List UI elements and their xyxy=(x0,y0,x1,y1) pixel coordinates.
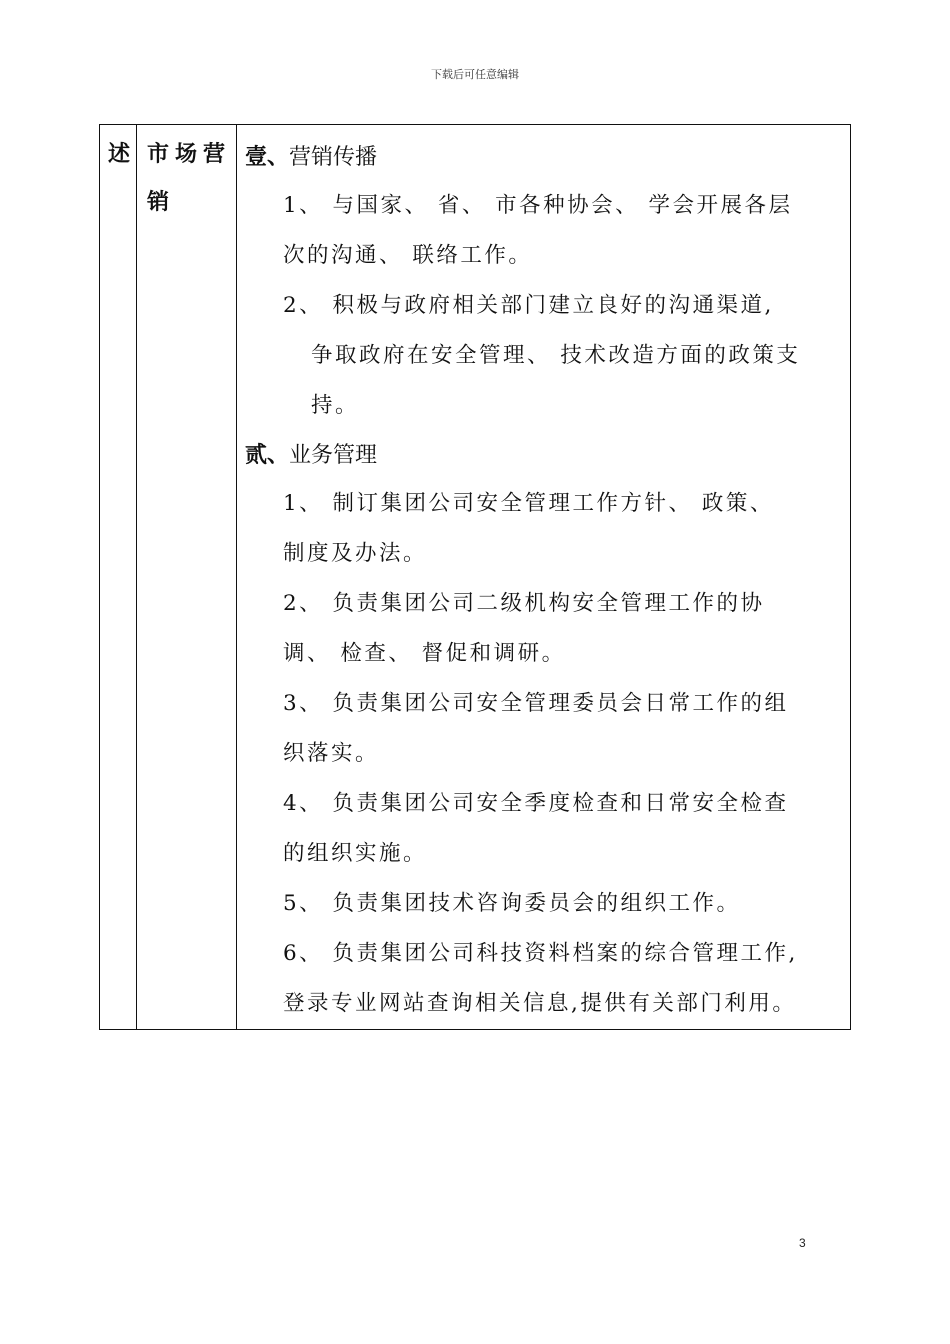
page-number: 3 xyxy=(799,1236,806,1250)
content-line: 2、 负责集团公司二级机构安全管理工作的协 xyxy=(283,591,765,616)
content-line: 调、 检查、 督促和调研。 xyxy=(283,641,566,666)
table-cell-side xyxy=(100,125,137,1030)
section-heading xyxy=(245,431,846,479)
category-label: 市场营销 xyxy=(147,141,232,215)
content-line: 制度及办法。 xyxy=(283,541,428,566)
responsibility-table xyxy=(99,124,851,1030)
content-line: 2、 积极与政府相关部门建立良好的沟通渠道, xyxy=(283,293,774,318)
table-cell-content xyxy=(237,125,851,1030)
content-line: 5、 负责集团技术咨询委员会的组织工作。 xyxy=(283,891,741,916)
content-line: 6、 负责集团公司科技资料档案的综合管理工作, xyxy=(283,941,798,966)
content-line: 3、 负责集团公司安全管理委员会日常工作的组 xyxy=(283,691,789,716)
header-note: 下载后可任意编辑 xyxy=(431,68,519,81)
content-line: 1、 制订集团公司安全管理工作方针、 政策、 xyxy=(283,491,774,516)
content-line: 4、 负责集团公司安全季度检查和日常安全检查 xyxy=(283,791,789,816)
section-title: 营销传播 xyxy=(289,145,378,170)
content-line: 1、 与国家、 省、 市各种协会、 学会开展各层 xyxy=(283,193,793,218)
side-label: 述 xyxy=(108,141,131,167)
table-row xyxy=(100,125,851,1030)
section-heading xyxy=(245,133,846,181)
content-line: 的组织实施。 xyxy=(283,841,428,866)
content-line: 持。 xyxy=(311,393,360,418)
section-number: 贰、 xyxy=(245,442,290,468)
content-line: 争取政府在安全管理、 技术改造方面的政策支 xyxy=(311,343,801,368)
content-line: 登录专业网站查询相关信息,提供有关部门利用。 xyxy=(283,991,797,1016)
content-line: 织落实。 xyxy=(283,741,380,766)
table-cell-category xyxy=(137,125,237,1030)
section-title: 业务管理 xyxy=(289,443,378,468)
content-line: 次的沟通、 联络工作。 xyxy=(283,243,533,268)
section-number: 壹、 xyxy=(245,144,290,170)
content-body xyxy=(237,125,850,1029)
